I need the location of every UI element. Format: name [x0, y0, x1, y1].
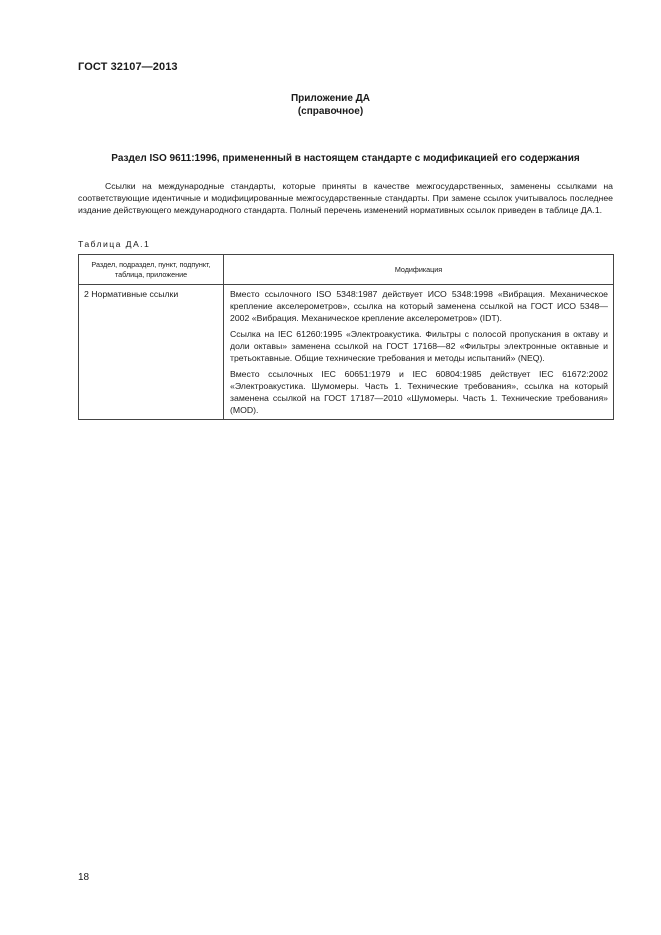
annex-heading: [0, 92, 661, 118]
page-number: 18: [78, 872, 90, 883]
annex-subtitle: (справочное): [297, 106, 364, 117]
table-header-row: [79, 255, 614, 285]
table-row: [79, 285, 614, 420]
section-title: Раздел ISO 9611:1996, примененный в настоящем стандарте с модификацией его содержания: [111, 153, 580, 164]
modification-paragraph: Вместо ссылочных IEC 60651:1979 и IEC 60804:1985 действует IEC 61672:2002 «Электроакустика. Шумомеры. Часть 1. Технические требования», ссылка на который заменена ссылкой на ГОСТ 17187—2010 «Шумомеры. Часть 1. Технические требования» (MOD).: [230, 369, 608, 415]
modification-paragraph: Вместо ссылочного ISO 5348:1987 действует ИСО 5348:1998 «Вибрация. Механическое крепление акселерометров», ссылка на который заменена ссылкой на ГОСТ ИСО 5348—2002 «Вибрация. Механическое крепление акселерометров» (IDT).: [230, 289, 608, 323]
table-caption: Таблица ДА.1: [78, 239, 151, 249]
header-section-column: Раздел, подраздел, пункт, подпункт, таблица, приложение: [79, 255, 224, 285]
header-modification-column: Модификация: [224, 255, 614, 285]
modification-paragraph: Ссылка на IEC 61260:1995 «Электроакустика. Фильтры с полосой пропускания в октаву и доли октавы» заменена ссылкой на ГОСТ 17168—82 «Фильтры электронные октавные и третьоктавные. Общие технические требования и методы испытаний» (NEQ).: [230, 329, 608, 363]
row-section-cell: 2 Нормативные ссылки: [79, 285, 224, 420]
row-modification-cell: [224, 285, 614, 420]
document-header: ГОСТ 32107—2013: [78, 61, 178, 73]
annex-title: Приложение ДА: [290, 93, 371, 104]
modification-table: [78, 254, 614, 420]
intro-paragraph: Ссылки на международные стандарты, которые приняты в качестве межгосударственных, заменены ссылками на соответствующие идентичные и модифицированные межгосударственные стандарты. При замене ссылок учитывалось последнее издание действующего международного стандарта. Полный перечень изменений нормативных ссылок приведен в таблице ДА.1.: [78, 181, 613, 215]
